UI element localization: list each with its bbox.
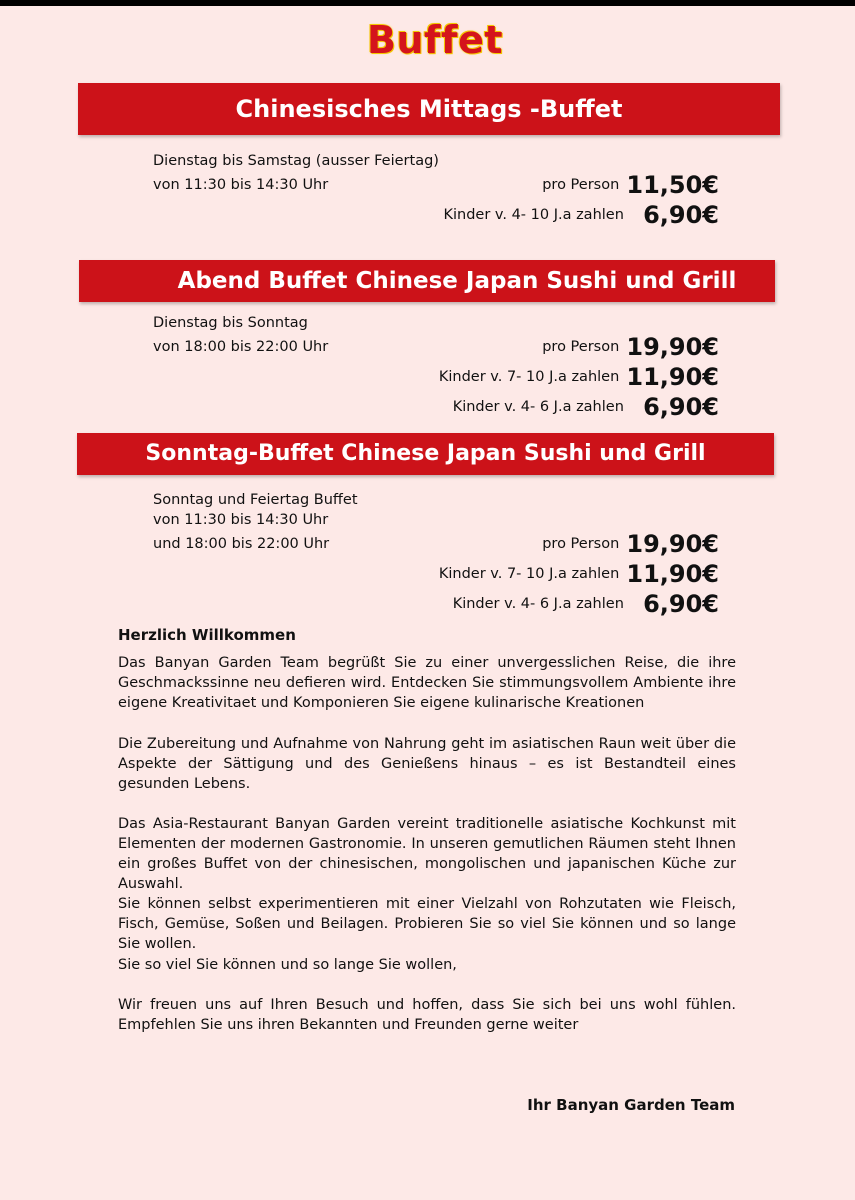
welcome-paragraph: Das Asia-Restaurant Banyan Garden vereint traditionelle asiatische Kochkunst mit Elementen der modernen Gastronomie. In unseren gemutlichen Räumen steht Ihnen ein großes Buffet von der chinesischen, mongolischen und japanischen Küche zur Auswahl. <box>118 816 736 892</box>
lunch-days: Dienstag bis Samstag (ausser Feiertag) <box>153 153 439 169</box>
price-value: 11,90€ <box>626 560 719 588</box>
price-row <box>542 333 719 361</box>
price-row <box>542 530 719 558</box>
page-title: Buffet <box>366 18 504 62</box>
signature: Ihr Banyan Garden Team <box>527 1096 735 1114</box>
welcome-heading: Herzlich Willkommen <box>118 626 296 644</box>
section-banner-sunday: Sonntag-Buffet Chinese Japan Sushi und Grill <box>77 433 774 475</box>
price-value: 11,90€ <box>626 363 719 391</box>
price-row <box>542 171 719 199</box>
welcome-paragraph: Das Banyan Garden Team begrüßt Sie zu einer unvergesslichen Reise, die ihre Geschmackssinne neu defieren wird. Entdecken Sie stimmungsvollem Ambiente ihre eigene Kreativitaet und Komponieren Sie eigene kulinarische Kreationen <box>118 655 736 711</box>
price-label: Kinder v. 4- 6 J.a zahlen <box>452 399 624 415</box>
lunch-hours: von 11:30 bis 14:30 Uhr <box>153 177 329 193</box>
price-value: 19,90€ <box>626 530 719 558</box>
price-row <box>443 201 719 229</box>
top-edge-bar <box>0 0 855 6</box>
welcome-paragraph: Die Zubereitung und Aufnahme von Nahrung geht im asiatischen Raun weit über die Aspekte der Sättigung und des Genießens hinaus – es ist Bestandteil eines gesunden Lebens. <box>118 736 736 792</box>
price-row <box>439 560 719 588</box>
sunday-hours-evening: und 18:00 bis 22:00 Uhr <box>153 536 330 552</box>
price-label: Kinder v. 4- 10 J.a zahlen <box>443 207 624 223</box>
price-label: Kinder v. 4- 6 J.a zahlen <box>452 596 624 612</box>
evening-days: Dienstag bis Sonntag <box>153 315 308 331</box>
price-value: 19,90€ <box>626 333 719 361</box>
price-label: pro Person <box>542 177 620 193</box>
welcome-paragraph: Sie so viel Sie können und so lange Sie wollen, <box>118 957 457 973</box>
price-value: 6,90€ <box>643 393 719 421</box>
price-row <box>453 590 719 618</box>
price-label: pro Person <box>542 536 620 552</box>
price-value: 11,50€ <box>626 171 719 199</box>
evening-hours: von 18:00 bis 22:00 Uhr <box>153 339 329 355</box>
price-value: 6,90€ <box>643 201 719 229</box>
welcome-paragraph: Wir freuen uns auf Ihren Besuch und hoffen, dass Sie sich bei uns wohl fühlen. Empfehlen Sie uns ihren Bekannten und Freunden gerne weiter <box>118 997 736 1033</box>
price-label: pro Person <box>542 339 620 355</box>
price-value: 6,90€ <box>643 590 719 618</box>
sunday-days: Sonntag und Feiertag Buffet <box>153 492 358 508</box>
section-banner-evening: Abend Buffet Chinese Japan Sushi und Grill <box>79 260 775 302</box>
sunday-hours-midday: von 11:30 bis 14:30 Uhr <box>153 512 329 528</box>
price-label: Kinder v. 7- 10 J.a zahlen <box>438 566 620 582</box>
price-row <box>453 393 719 421</box>
price-row <box>439 363 719 391</box>
welcome-paragraph: Sie können selbst experimentieren mit einer Vielzahl von Rohzutaten wie Fleisch, Fisch, Gemüse, Soßen und Beilagen. Probieren Sie so viel Sie können und so lange Sie wollen. <box>118 896 736 952</box>
section-banner-lunch: Chinesisches Mittags -Buffet <box>78 83 780 135</box>
price-label: Kinder v. 7- 10 J.a zahlen <box>438 369 620 385</box>
